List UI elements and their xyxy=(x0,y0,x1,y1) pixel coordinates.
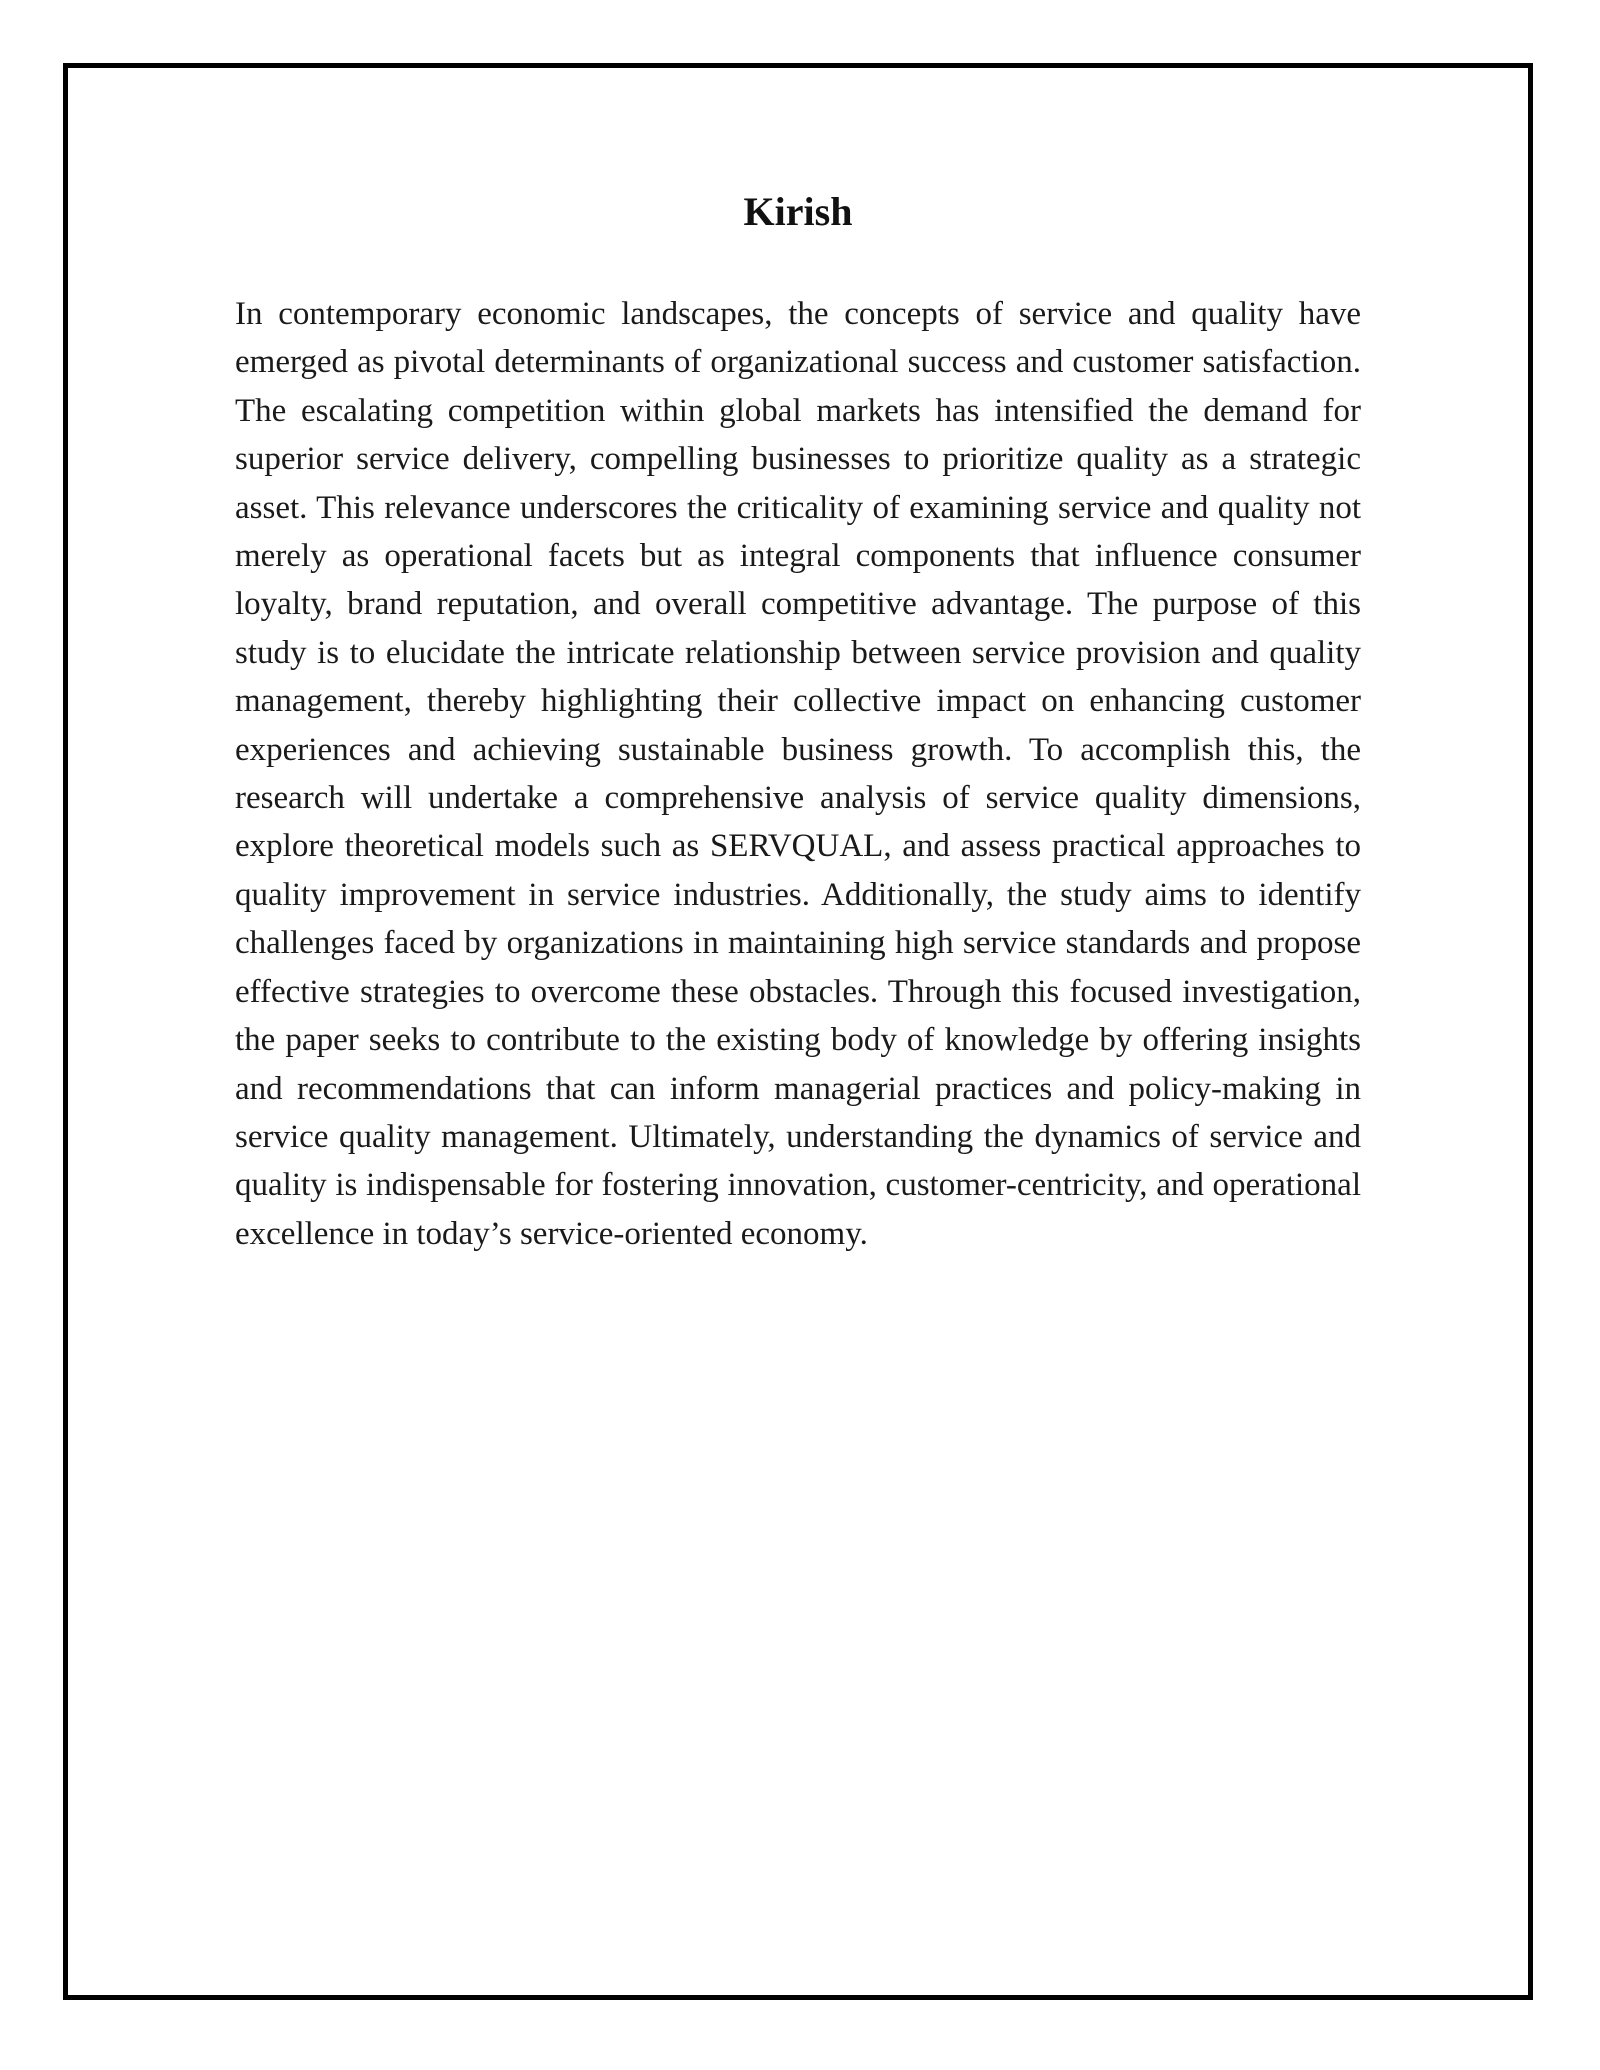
document-title: Kirish xyxy=(743,189,853,234)
document-body-paragraph: In contemporary economic landscapes, the concepts of service and quality have emerged as pivotal determinants of organizational success and customer satisfaction. The escalating competition within global markets has intensified the demand for superior service delivery, compelling businesses to prioritize quality as a strategic asset. This relevance underscores the criticality of examining service and quality not merely as operational facets but as integral components that influence consumer loyalty, brand reputation, and overall competitive advantage. The purpose of this study is to elucidate the intricate relationship between service provision and quality management, thereby highlighting their collective impact on enhancing customer experiences and achieving sustainable business growth. To accomplish this, the research will undertake a comprehensive analysis of service quality dimensions, explore theoretical models such as SERVQUAL, and assess practical approaches to quality improvement in service industries. Additionally, the study aims to identify challenges faced by organizations in maintaining high service standards and propose effective strategies to overcome these obstacles. Through this focused investigation, the paper seeks to contribute to the existing body of knowledge by offering insights and recommendations that can inform managerial practices and policy-making in service quality management. Ultimately, understanding the dynamics of service and quality is indispensable for fostering innovation, customer-centricity, and operational excellence in today’s service-oriented economy. xyxy=(235,296,1361,1252)
